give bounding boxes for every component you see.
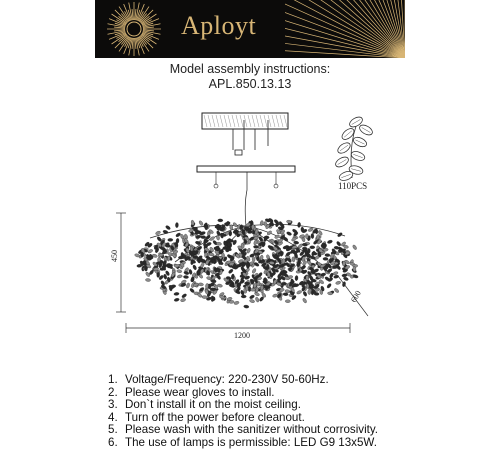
instruction-item: 6. The use of lamps is permissible: LED G9 13x5W. (108, 435, 377, 449)
mounting-bar (197, 166, 295, 226)
instruction-item: 5. Please wash with the sanitizer without corrosivity. (108, 423, 379, 437)
brand-banner (95, 0, 405, 58)
instruction-item: 1. Voltage/Frequency: 220-230V 50-60Hz. (108, 373, 329, 386)
instruction-item: 4. Turn off the power before cleanout. (108, 410, 305, 424)
decorative-rays-icon (285, 0, 405, 58)
leaf-detail (334, 115, 374, 182)
height-dimension-label: 450 (110, 250, 119, 262)
chandelier-drawing (0, 100, 500, 360)
sun-burst-logo-icon (95, 0, 173, 58)
width-dimension-label: 1200 (234, 331, 250, 340)
instructions-list (108, 374, 378, 450)
leaf-cluster (134, 218, 358, 309)
model-number: APL.850.13.13 (208, 77, 292, 91)
brand-name: Aployt (181, 11, 257, 40)
document-title: Model assembly instructions: (169, 62, 331, 76)
ceiling-canopy (202, 113, 288, 155)
instruction-item: 2. Please wear gloves to install. (108, 385, 275, 399)
instruction-item: 3. Don`t install it on the moist ceiling. (108, 398, 301, 412)
parts-count-label: 110PCS (338, 181, 368, 191)
depth-dimension-label: 600 (349, 289, 363, 304)
